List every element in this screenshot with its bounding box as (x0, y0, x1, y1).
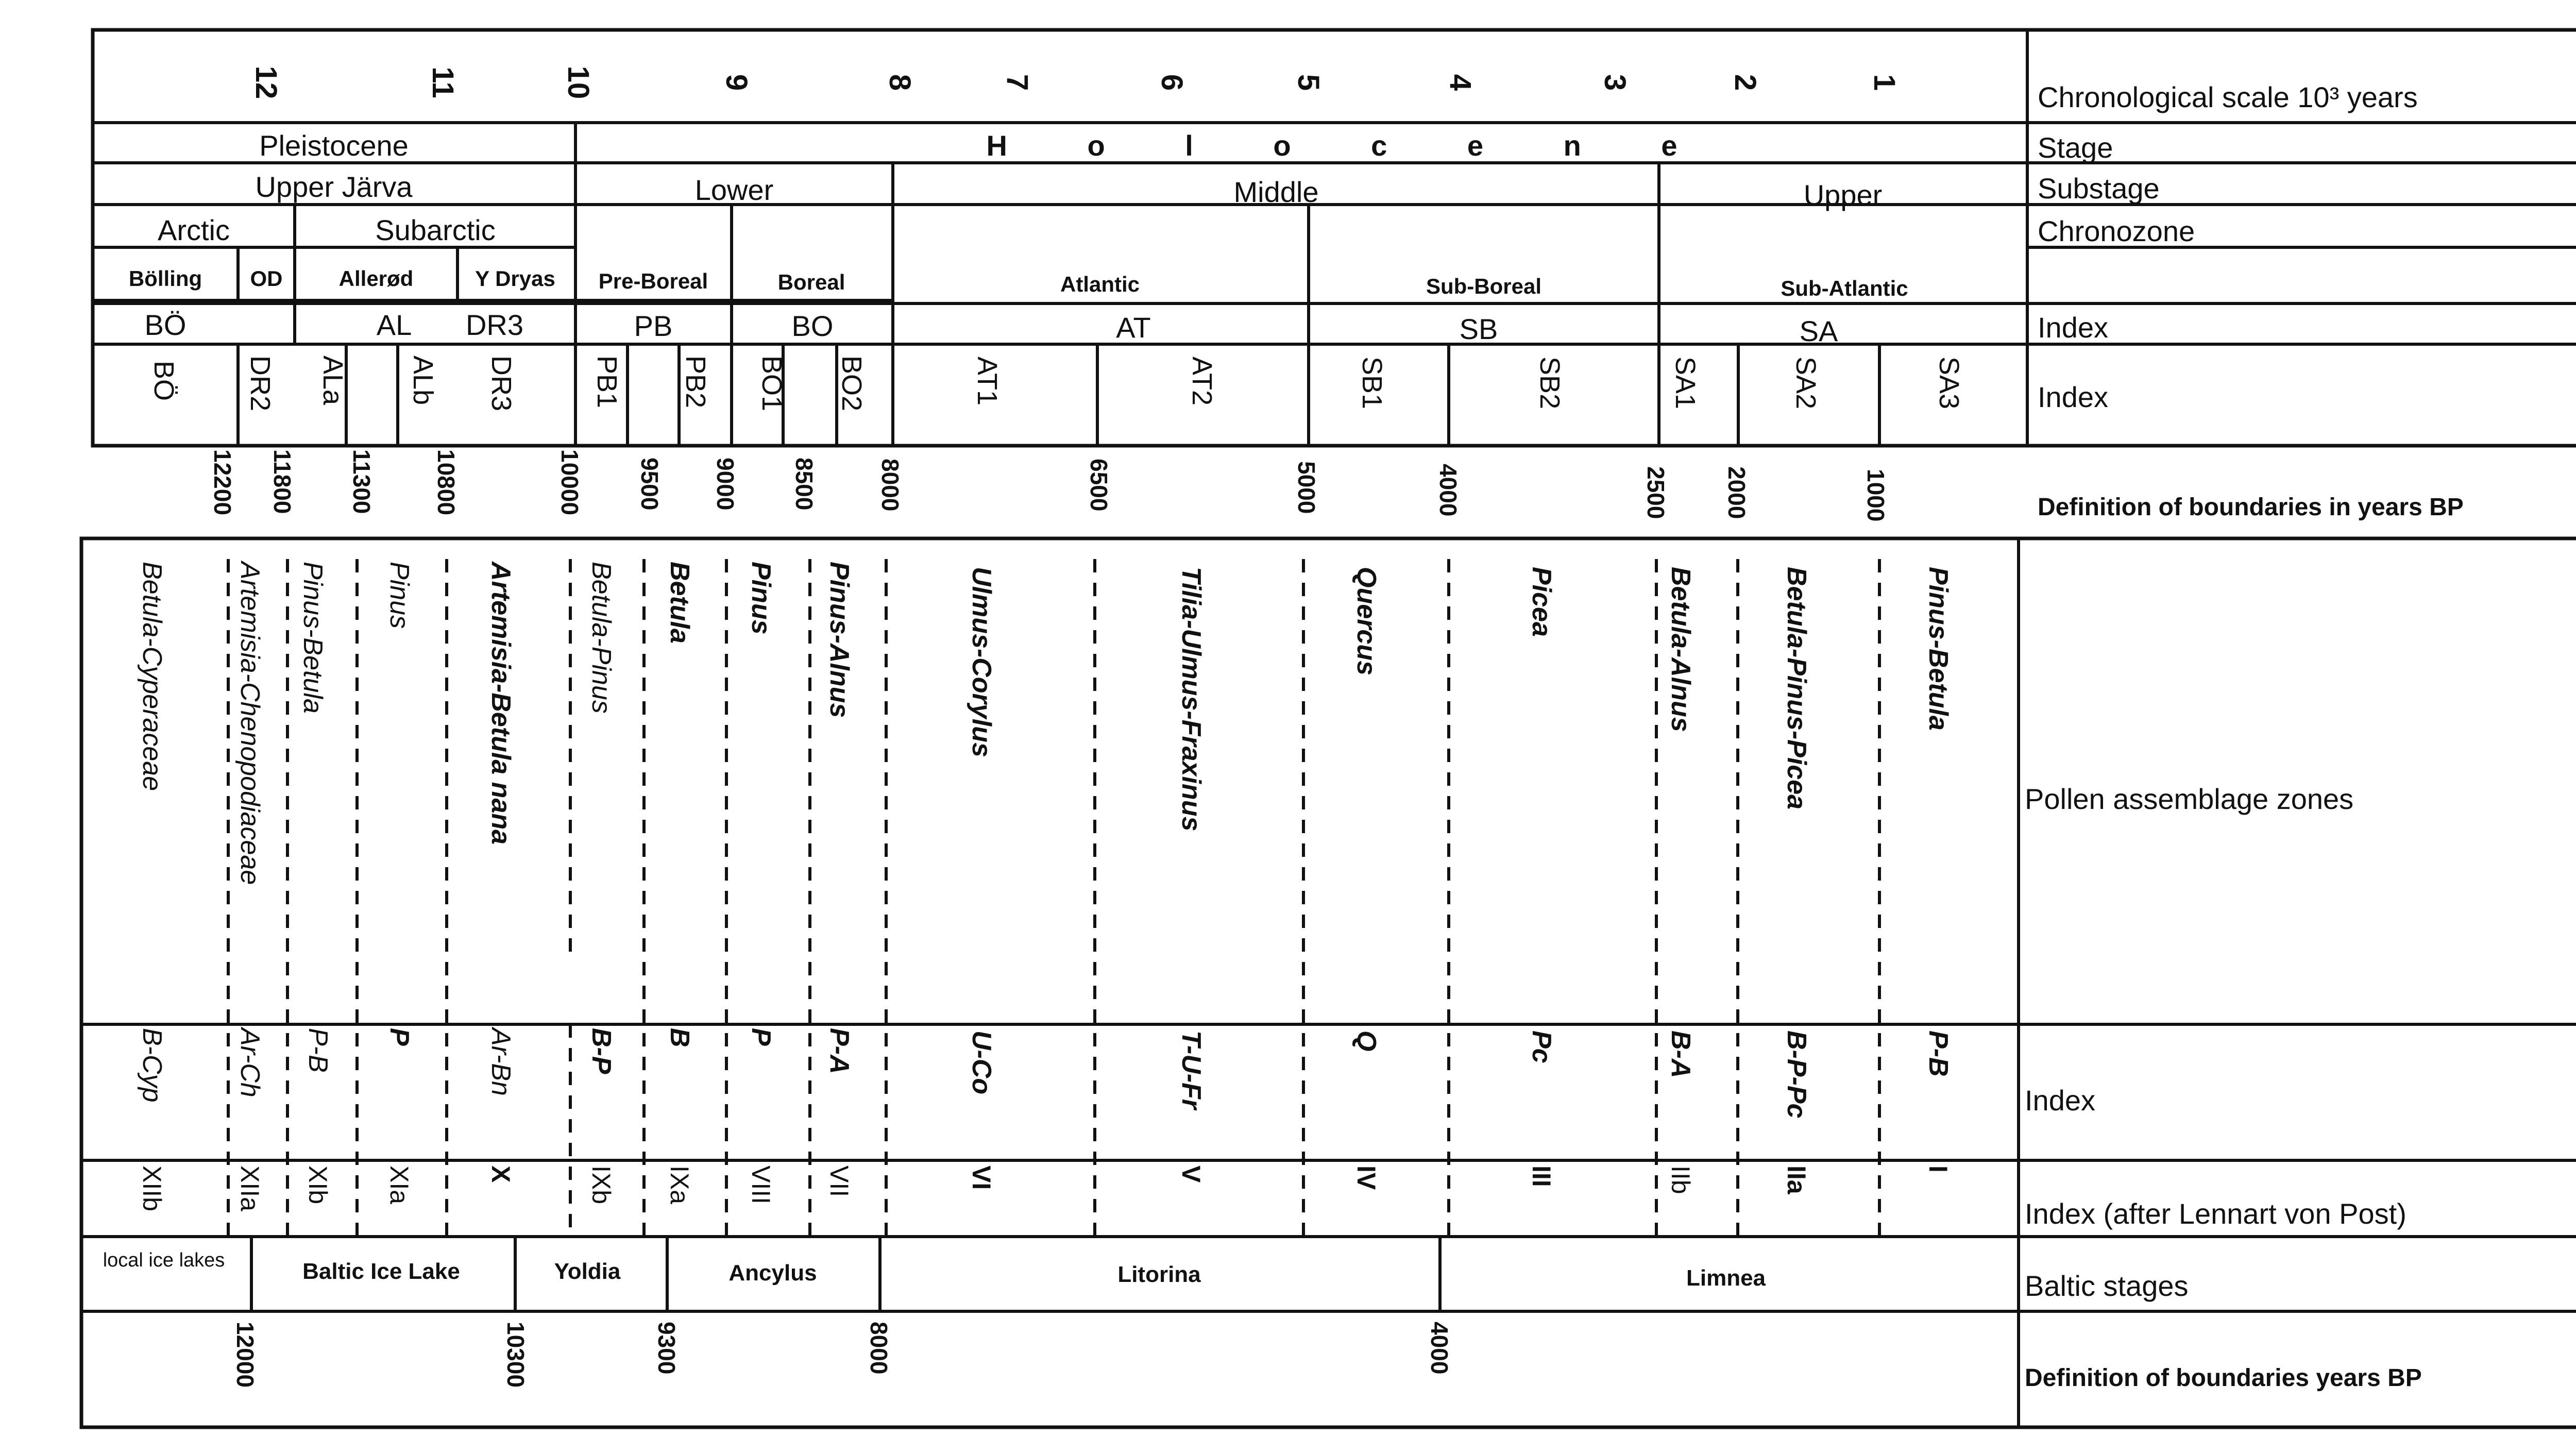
chrono-tick: 9 (720, 74, 753, 91)
substage-middle: Middle (1233, 176, 1319, 208)
boundary-year: 4000 (1435, 464, 1462, 517)
index2-item: PB2 (680, 356, 711, 409)
label-substage: Substage (2038, 172, 2160, 205)
pollen-zone: Betula-Alnus (1666, 567, 1696, 732)
pollen-index: B-A (1666, 1030, 1696, 1078)
baltic-yoldia: Yoldia (554, 1259, 621, 1284)
von-post-index: X (486, 1165, 515, 1183)
baltic-local-ice-lakes (103, 1249, 225, 1271)
chronozone-od: OD (250, 266, 283, 291)
climate-arctic: Arctic (158, 214, 230, 246)
index1-pb: PB (634, 310, 673, 342)
index2-item: DR2 (245, 356, 276, 412)
boundary-year: 10800 (433, 449, 460, 515)
von-post-index: XIb (303, 1165, 332, 1205)
chrono-tick: 3 (1598, 74, 1632, 91)
pollen-zone: Pinus-Alnus (824, 562, 854, 718)
stage-pleistocene: Pleistocene (259, 129, 409, 162)
label-index-von-post: Index (after Lennart von Post) (2025, 1197, 2406, 1230)
boundary-year: 10000 (556, 449, 583, 515)
von-post-index: IXa (665, 1165, 694, 1205)
index2-item: SA1 (1670, 357, 1701, 410)
baltic-boundary-year: 10300 (502, 1322, 529, 1388)
pollen-index: B (665, 1028, 694, 1047)
pollen-zone: Pinus (384, 562, 414, 629)
label-baltic-stages: Baltic stages (2025, 1270, 2189, 1302)
pollen-index: Ar-Ch (235, 1028, 265, 1097)
von-post-index: IIa (1782, 1165, 1811, 1194)
label-boundaries-2: Definition of boundaries years BP (2025, 1364, 2422, 1392)
chrono-tick: 7 (1001, 74, 1034, 91)
chronozone-atlantic: Atlantic (1060, 272, 1140, 296)
pollen-index: P-A (824, 1028, 854, 1074)
pollen-zone: Quercus (1351, 567, 1381, 675)
von-post-index: XIIb (138, 1165, 166, 1211)
boundary-year: 8000 (877, 459, 904, 512)
chrono-tick: 8 (883, 74, 917, 91)
index2-item: SA3 (1934, 357, 1964, 410)
index1-dr3: DR3 (465, 309, 524, 341)
bottom-table-grid (81, 538, 2576, 1427)
index1-sb: SB (1459, 313, 1498, 345)
chronozone-pre-boreal: Pre-Boreal (598, 269, 708, 293)
boundary-year: 12200 (209, 449, 236, 515)
von-post-index: IV (1352, 1165, 1381, 1190)
pollen-zone: Betula-Pinus (586, 562, 616, 714)
boundary-year: 9500 (636, 458, 663, 511)
chrono-tick: 5 (1292, 74, 1325, 91)
pollen-zone: Ulmus-Corylus (967, 567, 996, 757)
label-stage: Stage (2038, 131, 2113, 164)
baltic-local-ice-lakes-line-1: local ice lakes (103, 1249, 225, 1271)
substage-upper: Upper (1803, 179, 1883, 211)
label-boundaries-1: Definition of boundaries in years BP (2038, 494, 2464, 521)
boundary-year: 11300 (348, 449, 375, 514)
pollen-zone: Picea (1527, 567, 1556, 637)
index1-al: AL (376, 309, 412, 341)
pollen-zone: Pinus (746, 562, 776, 635)
chronozone-sub-atlantic: Sub-Atlantic (1781, 276, 1908, 300)
pollen-index: P (746, 1028, 776, 1046)
baltic-litorina: Litorina (1117, 1262, 1201, 1287)
baltic-ancylus: Ancylus (728, 1260, 817, 1286)
label-index-2: Index (2038, 381, 2108, 413)
index1-at: AT (1116, 311, 1151, 344)
chrono-tick: 11 (426, 66, 460, 98)
chronozone-boreal: Boreal (777, 270, 845, 294)
von-post-index: I (1924, 1165, 1953, 1173)
index2-item: SA2 (1790, 357, 1821, 410)
index2-item: ALb (408, 356, 438, 406)
chronozone-sub-boreal: Sub-Boreal (1426, 274, 1542, 298)
pollen-zone: Pinus-Betula (1923, 567, 1953, 731)
stage-holocene: H o l o c e n e (986, 129, 1714, 162)
label-chrono-scale: Chronological scale 10³ years (2038, 81, 2418, 113)
baltic-boundary-year: 12000 (232, 1322, 259, 1388)
index2-item: ALa (317, 356, 348, 406)
chrono-tick: 2 (1728, 74, 1762, 91)
chrono-tick: 10 (562, 65, 595, 99)
boundary-year: 11800 (269, 449, 296, 514)
boundary-year: 9000 (712, 458, 739, 511)
chronozone-bolling: Bölling (128, 266, 202, 291)
index2-item: AT2 (1187, 357, 1217, 406)
pollen-index: Ar-Bn (486, 1028, 516, 1096)
climate-subarctic: Subarctic (375, 214, 496, 246)
von-post-index: XIa (385, 1165, 414, 1205)
pollen-zone: Artemisia-Chenopodiaceae (235, 562, 265, 885)
pollen-zone: Artemisia-Betula nana (486, 562, 516, 845)
boundary-year: 2000 (1723, 466, 1750, 519)
chronozone-y-dryas: Y Dryas (475, 266, 555, 291)
pollen-index: Q (1351, 1030, 1381, 1052)
pollen-index: B-P (586, 1028, 616, 1074)
von-post-index: IXb (587, 1165, 616, 1205)
chronozone-allerod: Allerød (338, 266, 414, 291)
pollen-zone: Betula (665, 562, 694, 644)
pollen-index: B-P-Pc (1782, 1030, 1811, 1119)
index2-item: BO1 (756, 356, 787, 412)
index2-item: SB2 (1534, 357, 1565, 410)
index2-item: SB1 (1357, 357, 1387, 410)
von-post-index: V (1177, 1165, 1206, 1183)
pollen-zone: Betula-Pinus-Picea (1782, 567, 1811, 810)
baltic-limnea: Limnea (1686, 1265, 1766, 1291)
label-chronozone: Chronozone (2038, 215, 2195, 247)
pollen-index: U-Co (967, 1030, 996, 1095)
baltic-boundary-year: 8000 (866, 1322, 892, 1375)
pollen-index: Pc (1527, 1030, 1556, 1063)
label-index-1: Index (2038, 311, 2108, 344)
von-post-index: VI (967, 1165, 996, 1190)
substage-lower: Lower (694, 174, 774, 206)
von-post-index: XIIa (235, 1165, 264, 1211)
substage-upper-jarva: Upper Järva (255, 171, 413, 203)
von-post-index: VII (825, 1165, 854, 1197)
pollen-zone: Betula-Cyperaceae (137, 562, 167, 791)
index1-sa: SA (1799, 315, 1838, 347)
index2-item: PB1 (591, 356, 622, 409)
pollen-index: B-Cyp (137, 1028, 167, 1103)
boundary-year: 6500 (1086, 459, 1112, 512)
label-pollen-zones: Pollen assemblage zones (2025, 783, 2354, 815)
index2-item: AT1 (972, 357, 1003, 406)
von-post-index: III (1527, 1165, 1556, 1187)
baltic-boundary-year: 9300 (653, 1322, 680, 1375)
baltic-ice-lake: Baltic Ice Lake (302, 1259, 460, 1284)
chrono-tick: 1 (1868, 74, 1901, 91)
chrono-tick: 6 (1155, 74, 1189, 91)
pollen-index: P (384, 1028, 414, 1046)
boundary-year: 2500 (1642, 466, 1669, 519)
boundary-year: 1000 (1862, 469, 1889, 522)
index2-item: DR3 (486, 356, 517, 412)
chrono-tick: 12 (249, 65, 283, 99)
pollen-zone: Tilia-Ulmus-Fraxinus (1176, 567, 1206, 832)
pollen-index: T-U-Fr (1176, 1030, 1206, 1110)
boundary-year: 5000 (1293, 461, 1320, 514)
index1-bo: BÖ (144, 309, 187, 341)
von-post-index: IIb (1666, 1165, 1695, 1194)
index2-item: BÖ (148, 361, 179, 401)
index1-boreal: BO (791, 310, 834, 342)
pollen-index: P-B (303, 1028, 333, 1073)
von-post-index: VIII (747, 1165, 775, 1205)
boundary-year: 8500 (791, 458, 818, 511)
pollen-index: P-B (1923, 1030, 1953, 1077)
index2-item: BO2 (836, 356, 867, 412)
chrono-tick: 4 (1444, 74, 1477, 91)
pollen-zone: Pinus-Betula (298, 562, 328, 714)
baltic-boundary-year: 4000 (1426, 1322, 1453, 1375)
label-index-3: Index (2025, 1084, 2095, 1117)
